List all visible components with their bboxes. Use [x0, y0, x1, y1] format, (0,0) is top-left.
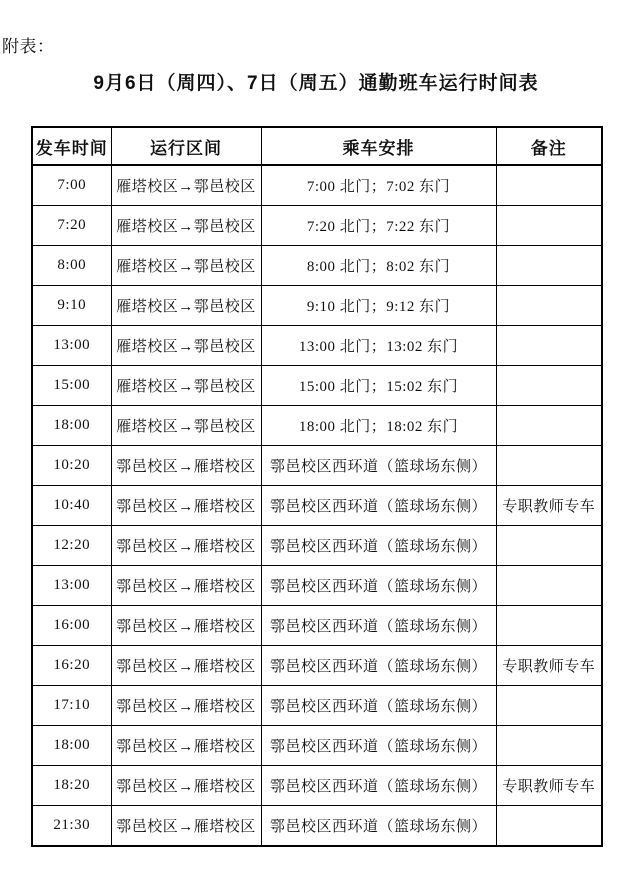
table-row	[32, 766, 602, 806]
header-notes: 备注	[496, 127, 602, 165]
cell-departure-time: 13:00	[32, 566, 111, 606]
appendix-label: 附表：	[2, 37, 55, 56]
cell-route: 鄠邑校区→雁塔校区	[111, 566, 261, 606]
cell-departure-time: 16:00	[32, 606, 111, 646]
header-departure-time: 发车时间	[32, 127, 111, 165]
cell-departure-time: 7:20	[32, 206, 111, 246]
cell-note	[496, 606, 602, 646]
cell-route: 雁塔校区→鄠邑校区	[111, 406, 261, 446]
table-row	[32, 806, 602, 847]
cell-route: 雁塔校区→鄠邑校区	[111, 165, 261, 206]
cell-note	[496, 446, 602, 486]
cell-note	[496, 686, 602, 726]
header-route: 运行区间	[111, 127, 261, 165]
cell-boarding: 鄠邑校区西环道（篮球场东侧）	[261, 526, 496, 566]
cell-route: 鄠邑校区→雁塔校区	[111, 646, 261, 686]
cell-note	[496, 366, 602, 406]
cell-departure-time: 18:00	[32, 406, 111, 446]
cell-boarding: 鄠邑校区西环道（篮球场东侧）	[261, 766, 496, 806]
cell-boarding: 9:10 北门；9:12 东门	[261, 286, 496, 326]
cell-note	[496, 726, 602, 766]
cell-departure-time: 16:20	[32, 646, 111, 686]
table-row	[32, 406, 602, 446]
cell-note	[496, 165, 602, 206]
table-row	[32, 646, 602, 686]
table-row	[32, 526, 602, 566]
cell-departure-time: 18:00	[32, 726, 111, 766]
table-row	[32, 246, 602, 286]
page-title: 9月6日（周四）、7日（周五）通勤班车运行时间表	[93, 73, 539, 94]
cell-boarding: 鄠邑校区西环道（篮球场东侧）	[261, 446, 496, 486]
cell-note	[496, 406, 602, 446]
cell-note	[496, 286, 602, 326]
cell-boarding: 8:00 北门；8:02 东门	[261, 246, 496, 286]
cell-boarding: 鄠邑校区西环道（篮球场东侧）	[261, 486, 496, 526]
cell-boarding: 7:20 北门；7:22 东门	[261, 206, 496, 246]
cell-boarding: 鄠邑校区西环道（篮球场东侧）	[261, 646, 496, 686]
cell-route: 鄠邑校区→雁塔校区	[111, 526, 261, 566]
table-row	[32, 366, 602, 406]
cell-route: 雁塔校区→鄠邑校区	[111, 206, 261, 246]
cell-route: 鄠邑校区→雁塔校区	[111, 686, 261, 726]
cell-boarding: 7:00 北门；7:02 东门	[261, 165, 496, 206]
cell-boarding: 15:00 北门；15:02 东门	[261, 366, 496, 406]
cell-note	[496, 566, 602, 606]
cell-route: 雁塔校区→鄠邑校区	[111, 326, 261, 366]
cell-departure-time: 7:00	[32, 165, 111, 206]
cell-departure-time: 15:00	[32, 366, 111, 406]
cell-route: 鄠邑校区→雁塔校区	[111, 766, 261, 806]
cell-departure-time: 9:10	[32, 286, 111, 326]
cell-route: 鄠邑校区→雁塔校区	[111, 606, 261, 646]
cell-note	[496, 806, 602, 847]
cell-note: 专职教师专车	[496, 766, 602, 806]
table-row	[32, 446, 602, 486]
cell-boarding: 鄠邑校区西环道（篮球场东侧）	[261, 686, 496, 726]
cell-route: 雁塔校区→鄠邑校区	[111, 286, 261, 326]
cell-departure-time: 21:30	[32, 806, 111, 847]
cell-boarding: 鄠邑校区西环道（篮球场东侧）	[261, 806, 496, 847]
cell-note	[496, 206, 602, 246]
cell-departure-time: 17:10	[32, 686, 111, 726]
cell-boarding: 13:00 北门；13:02 东门	[261, 326, 496, 366]
cell-note	[496, 526, 602, 566]
schedule-table-body	[32, 165, 602, 846]
cell-route: 鄠邑校区→雁塔校区	[111, 486, 261, 526]
table-row	[32, 606, 602, 646]
table-header-row	[32, 127, 602, 165]
cell-route: 鄠邑校区→雁塔校区	[111, 806, 261, 847]
cell-note: 专职教师专车	[496, 486, 602, 526]
header-boarding: 乘车安排	[261, 127, 496, 165]
cell-departure-time: 13:00	[32, 326, 111, 366]
cell-departure-time: 18:20	[32, 766, 111, 806]
table-row	[32, 486, 602, 526]
cell-route: 雁塔校区→鄠邑校区	[111, 246, 261, 286]
cell-note	[496, 246, 602, 286]
cell-departure-time: 8:00	[32, 246, 111, 286]
table-row	[32, 206, 602, 246]
cell-boarding: 鄠邑校区西环道（篮球场东侧）	[261, 606, 496, 646]
cell-departure-time: 10:20	[32, 446, 111, 486]
cell-route: 鄠邑校区→雁塔校区	[111, 446, 261, 486]
table-row	[32, 326, 602, 366]
cell-boarding: 鄠邑校区西环道（篮球场东侧）	[261, 566, 496, 606]
table-row	[32, 566, 602, 606]
table-row	[32, 686, 602, 726]
cell-departure-time: 12:20	[32, 526, 111, 566]
schedule-table	[31, 126, 603, 847]
cell-route: 雁塔校区→鄠邑校区	[111, 366, 261, 406]
cell-boarding: 鄠邑校区西环道（篮球场东侧）	[261, 726, 496, 766]
cell-note: 专职教师专车	[496, 646, 602, 686]
cell-route: 鄠邑校区→雁塔校区	[111, 726, 261, 766]
cell-departure-time: 10:40	[32, 486, 111, 526]
table-row	[32, 286, 602, 326]
table-row	[32, 726, 602, 766]
cell-boarding: 18:00 北门；18:02 东门	[261, 406, 496, 446]
cell-note	[496, 326, 602, 366]
table-row	[32, 165, 602, 206]
